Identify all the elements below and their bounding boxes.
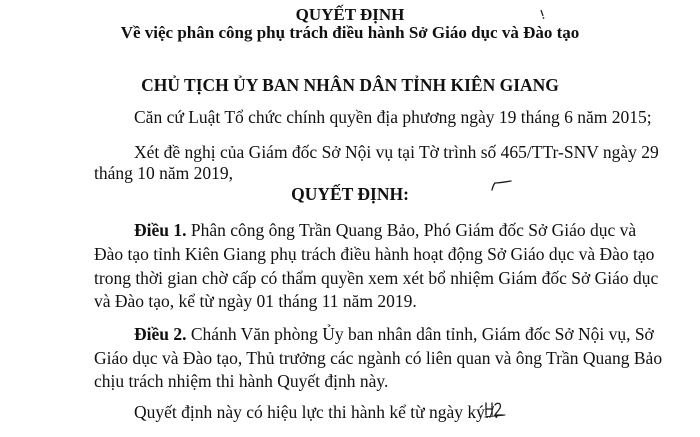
document-subject: Về việc phân công phụ trách điều hành Sở Giáo dục và Đào tạo [120,23,580,42]
check-mark-icon [490,180,514,192]
pen-mark-icon [538,8,550,20]
article-2-line: Giáo dục và Đào tạo, Thủ trưởng các ngành có liên quan và ông Trần Quang Bảo [94,348,663,368]
document-title: QUYẾT ĐỊNH [295,5,405,24]
article-2-line: chịu trách nhiệm thi hành Quyết định này. [94,371,389,391]
decision-heading: QUYẾT ĐỊNH: [291,184,409,204]
legal-basis-line: tháng 10 năm 2019, [94,163,234,183]
article-1-line [134,219,636,241]
issuer-title: CHỦ TỊCH ỦY BAN NHÂN DÂN TỈNH KIÊN GIANG [141,75,559,95]
article-2-text: Chánh Văn phòng Ủy ban nhân dân tỉnh, Giám đốc Sở Nội vụ, Sở [186,324,654,344]
legal-basis-line: Căn cứ Luật Tổ chức chính quyền địa phương ngày 19 tháng 6 năm 2015; [134,107,652,127]
article-1-line: và Đào tạo, kể từ ngày 01 tháng 11 năm 2019. [94,291,417,311]
article-1-text: Phân công ông Trần Quang Bảo, Phó Giám đốc Sở Giáo dục và [186,220,637,240]
article-1-label: Điều 1. [134,220,187,240]
article-2-label: Điều 2. [134,324,187,344]
handwritten-initials-icon [484,400,506,418]
legal-basis-line: Xét đề nghị của Giám đốc Sở Nội vụ tại Tờ trình số 465/TTr-SNV ngày 29 [134,142,659,162]
article-1-line: Đào tạo tỉnh Kiên Giang phụ trách điều hành hoạt động Sở Giáo dục và Đào tạo [94,244,655,264]
article-1-line: trong thời gian chờ cấp có thẩm quyền xem xét bổ nhiệm Giám đốc Sở Giáo dục [94,268,659,288]
article-2-line [134,323,654,345]
effective-clause: Quyết định này có hiệu lực thi hành kể từ ngày ký./. [134,402,499,422]
